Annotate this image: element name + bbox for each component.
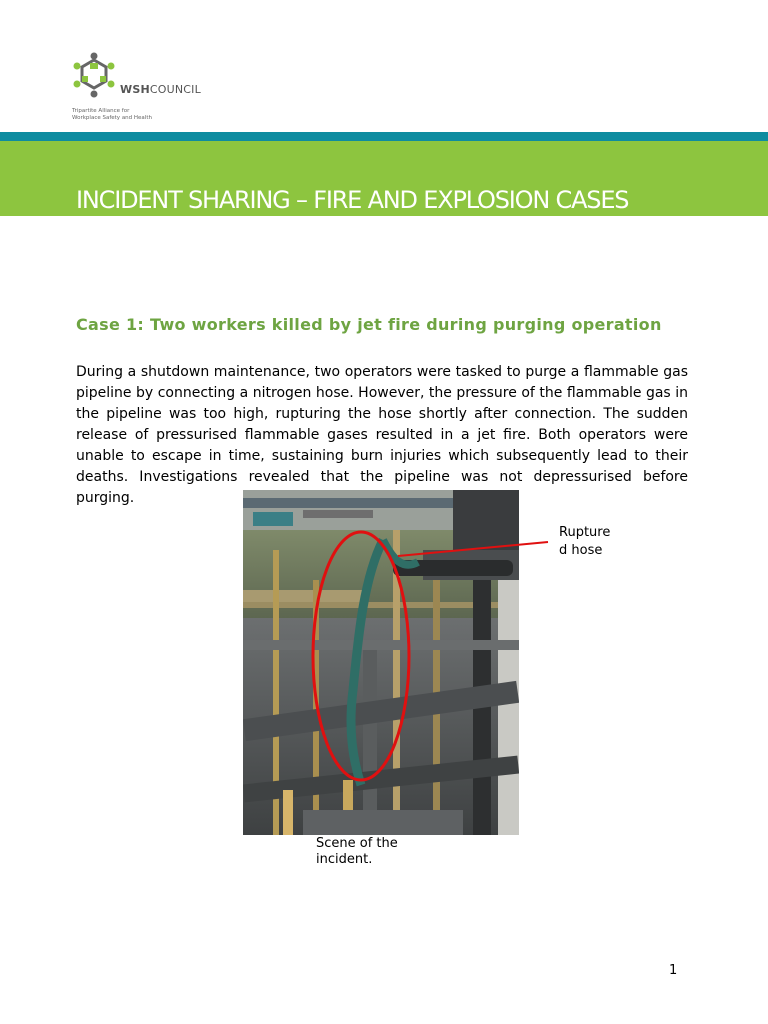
wsh-council-logo-icon — [70, 50, 118, 98]
page-title: INCIDENT SHARING – FIRE AND EXPLOSION CASES — [76, 186, 629, 214]
logo-tagline: Tripartite Alliance for Workplace Safety and Health — [72, 108, 152, 121]
header-accent-bar — [0, 132, 768, 141]
incident-scene-illustration — [243, 490, 519, 835]
photo-caption: Scene of the incident. — [316, 836, 398, 867]
ruptured-hose-callout: Rupture d hose — [559, 525, 611, 558]
incident-scene-photo — [243, 490, 519, 835]
wsh-council-logo — [70, 50, 210, 120]
page-number: 1 — [669, 963, 678, 978]
case-heading: Case 1: Two workers killed by jet fire during purging operation — [76, 315, 662, 334]
logo-wordmark: WSHCOUNCIL — [120, 83, 201, 96]
case-body-text: During a shutdown maintenance, two operators were tasked to purge a flammable gas pipeline by connecting a nitrogen hose. However, the pressure of the flammable gas in the pipeline was too high, rupturing the hose shortly after connection. The sudden release of pressurised flammable gases resulted in a jet fire. Both operators were unable to escape in time, sustaining burn injuries which subsequently lead to their deaths. Investigations revealed that the pipeline was not depressurised before purging. — [76, 364, 688, 506]
title-banner — [0, 141, 768, 216]
